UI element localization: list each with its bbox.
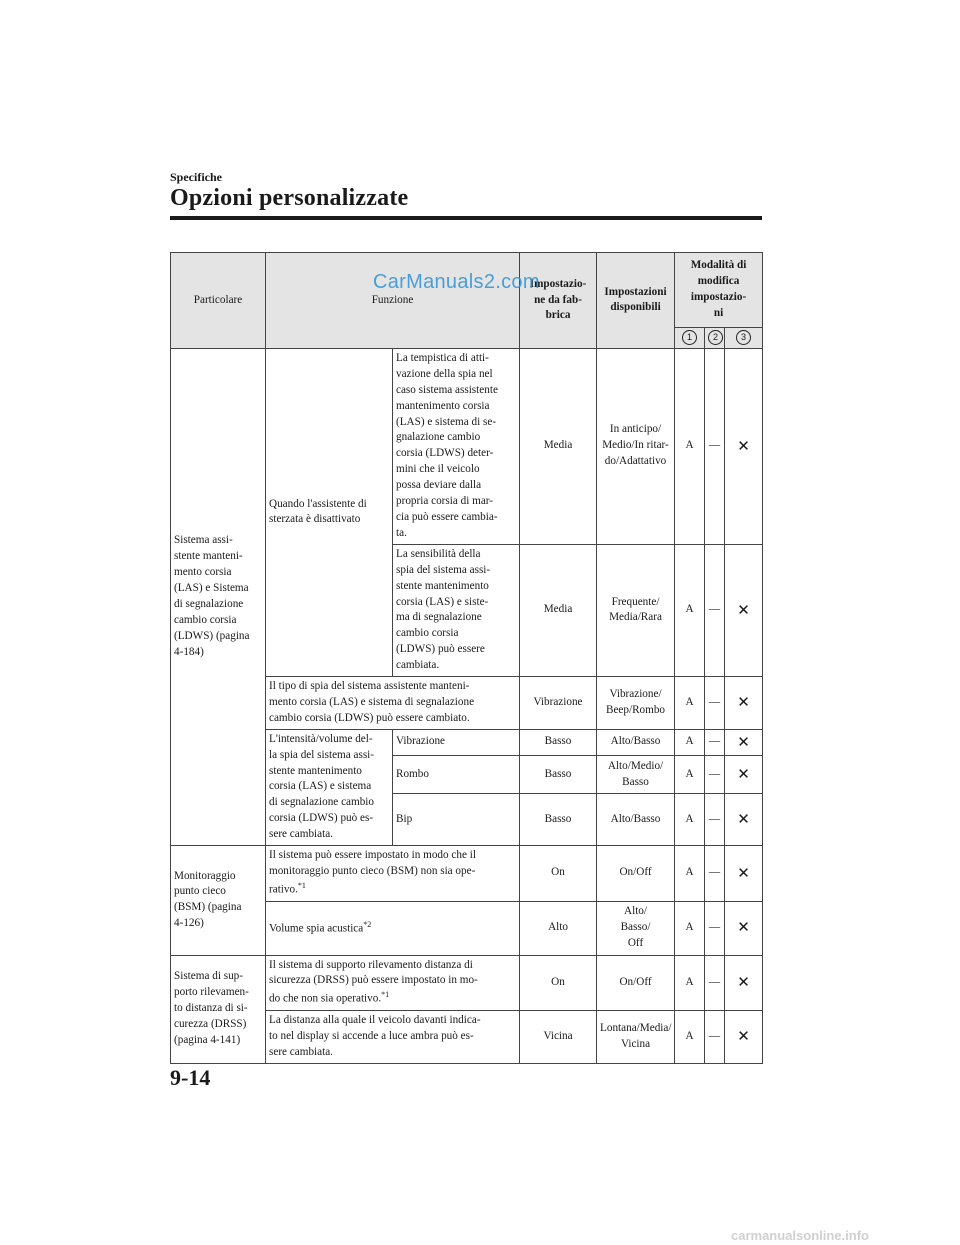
sub-type: Vibrazione bbox=[393, 729, 520, 755]
mode-2-value: — bbox=[705, 901, 725, 955]
mode-1-value: A bbox=[675, 677, 705, 730]
available-values: Frequente/ Media/Rara bbox=[597, 544, 675, 676]
function-desc: L'intensità/volume del- la spia del sistema assi- stente mantenimento corsia (LAS) e sistema di segnalazione cambio corsia (LDWS) può es- sere cambiata. bbox=[266, 729, 393, 845]
function-desc: Il sistema può essere impostato in modo che il monitoraggio punto cieco (BSM) non sia ope- rativo.$^{*1}$ bbox=[266, 846, 520, 901]
col-header-modes: Modalità di modifica impostazio- ni bbox=[675, 253, 763, 328]
cross-icon: ✕ bbox=[725, 544, 763, 676]
mode-2-value: — bbox=[705, 846, 725, 901]
factory-value: Alto bbox=[520, 901, 597, 955]
factory-value: Media bbox=[520, 348, 597, 544]
function-desc: Il tipo di spia del sistema assistente manteni- mento corsia (LAS) e sistema di segnalazione cambio corsia (LDWS) può essere cambiato. bbox=[266, 677, 520, 730]
cross-icon: ✕ bbox=[725, 955, 763, 1010]
table-row bbox=[171, 846, 763, 901]
mode-2-value: — bbox=[705, 544, 725, 676]
available-values: On/Off bbox=[597, 955, 675, 1010]
cross-icon: ✕ bbox=[725, 1011, 763, 1064]
mode-1-value: A bbox=[675, 348, 705, 544]
available-values: Alto/Basso bbox=[597, 729, 675, 755]
col-header-function: Funzione bbox=[266, 253, 520, 349]
page-number: 9-14 bbox=[170, 1065, 211, 1090]
sub-type: Bip bbox=[393, 794, 520, 846]
mode-2-value: — bbox=[705, 677, 725, 730]
mode-1-value: A bbox=[675, 544, 705, 676]
page-title: Opzioni personalizzate bbox=[170, 185, 409, 211]
watermark: CarManuals2.com bbox=[373, 271, 540, 293]
factory-value: On bbox=[520, 846, 597, 901]
mode-2-value: — bbox=[705, 794, 725, 846]
cross-icon: ✕ bbox=[725, 348, 763, 544]
cross-icon: ✕ bbox=[725, 901, 763, 955]
mode-2-icon: 2 bbox=[708, 330, 723, 345]
factory-value: Basso bbox=[520, 794, 597, 846]
mode-1-value: A bbox=[675, 955, 705, 1010]
factory-value: Basso bbox=[520, 729, 597, 755]
item-drss: Sistema di sup- porto rilevamen- to distanza di si- curezza (DRSS) (pagina 4-141) bbox=[171, 955, 266, 1063]
mode-2-value: — bbox=[705, 1011, 725, 1064]
sub-type: Rombo bbox=[393, 756, 520, 794]
available-values: In anticipo/ Medio/In ritar- do/Adattativo bbox=[597, 348, 675, 544]
function-desc: Il sistema di supporto rilevamento distanza di sicurezza (DRSS) può essere impostato in mo- do che non sia operativo.$^{*1}$ bbox=[266, 955, 520, 1010]
mode-3-icon: 3 bbox=[736, 330, 751, 345]
factory-value: On bbox=[520, 955, 597, 1010]
function-desc: Volume spia acustica$^{*2}$ bbox=[266, 901, 520, 955]
mode-1-value: A bbox=[675, 794, 705, 846]
mode-1-value: A bbox=[675, 756, 705, 794]
available-values: Alto/Medio/ Basso bbox=[597, 756, 675, 794]
factory-value: Media bbox=[520, 544, 597, 676]
cross-icon: ✕ bbox=[725, 729, 763, 755]
available-values: Alto/Basso bbox=[597, 794, 675, 846]
mode-2-value: — bbox=[705, 729, 725, 755]
footer-watermark: carmanualsonline.info bbox=[731, 1228, 869, 1243]
mode-2-value: — bbox=[705, 756, 725, 794]
function-desc: La distanza alla quale il veicolo davanti indica- to nel display si accende a luce ambra può es- sere cambiata. bbox=[266, 1011, 520, 1064]
available-values: Vibrazione/ Beep/Rombo bbox=[597, 677, 675, 730]
footnote-ref: *1 bbox=[381, 990, 390, 1000]
condition-steering-assist: Quando l'assistente di sterzata è disattivato bbox=[266, 348, 393, 676]
mode-1-value: A bbox=[675, 846, 705, 901]
mode-1-value: A bbox=[675, 729, 705, 755]
col-header-item: Particolare bbox=[171, 253, 266, 349]
col-header-factory: Impostazio- ne da fab- brica bbox=[520, 253, 597, 349]
factory-value: Vibrazione bbox=[520, 677, 597, 730]
mode-2-value: — bbox=[705, 955, 725, 1010]
table-row bbox=[171, 955, 763, 1010]
available-values: On/Off bbox=[597, 846, 675, 901]
mode-2-value: — bbox=[705, 348, 725, 544]
available-values: Lontana/Media/ Vicina bbox=[597, 1011, 675, 1064]
mode-1-value: A bbox=[675, 901, 705, 955]
title-rule bbox=[170, 216, 762, 220]
settings-table bbox=[170, 252, 763, 1064]
function-desc: La sensibilità della spia del sistema assi- stente mantenimento corsia (LAS) e siste- ma di segnalazione cambio corsia (LDWS) può essere cambiata. bbox=[393, 544, 520, 676]
cross-icon: ✕ bbox=[725, 677, 763, 730]
function-desc: La tempistica di atti- vazione della spia nel caso sistema assistente mantenimento corsia (LAS) e sistema di se- gnalazione cambio corsia (LDWS) deter- mini che il veicolo possa deviare dalla propria corsia di mar- cia può essere cambia- ta. bbox=[393, 348, 520, 544]
cross-icon: ✕ bbox=[725, 794, 763, 846]
footnote-ref: *1 bbox=[297, 880, 306, 890]
factory-value: Basso bbox=[520, 756, 597, 794]
item-las-ldws: Sistema assi- stente manteni- mento corsia (LAS) e Sistema di segnalazione cambio corsia (LDWS) (pagina 4-184) bbox=[171, 348, 266, 845]
mode-1-icon: 1 bbox=[682, 330, 697, 345]
footnote-ref: *2 bbox=[363, 919, 372, 929]
col-header-available: Impostazioni disponibili bbox=[597, 253, 675, 349]
factory-value: Vicina bbox=[520, 1011, 597, 1064]
section-label: Specifiche bbox=[170, 170, 222, 184]
mode-1-value: A bbox=[675, 1011, 705, 1064]
cross-icon: ✕ bbox=[725, 846, 763, 901]
item-bsm: Monitoraggio punto cieco (BSM) (pagina 4-126) bbox=[171, 846, 266, 955]
available-values: Alto/ Basso/ Off bbox=[597, 901, 675, 955]
table-row bbox=[171, 348, 763, 544]
cross-icon: ✕ bbox=[725, 756, 763, 794]
